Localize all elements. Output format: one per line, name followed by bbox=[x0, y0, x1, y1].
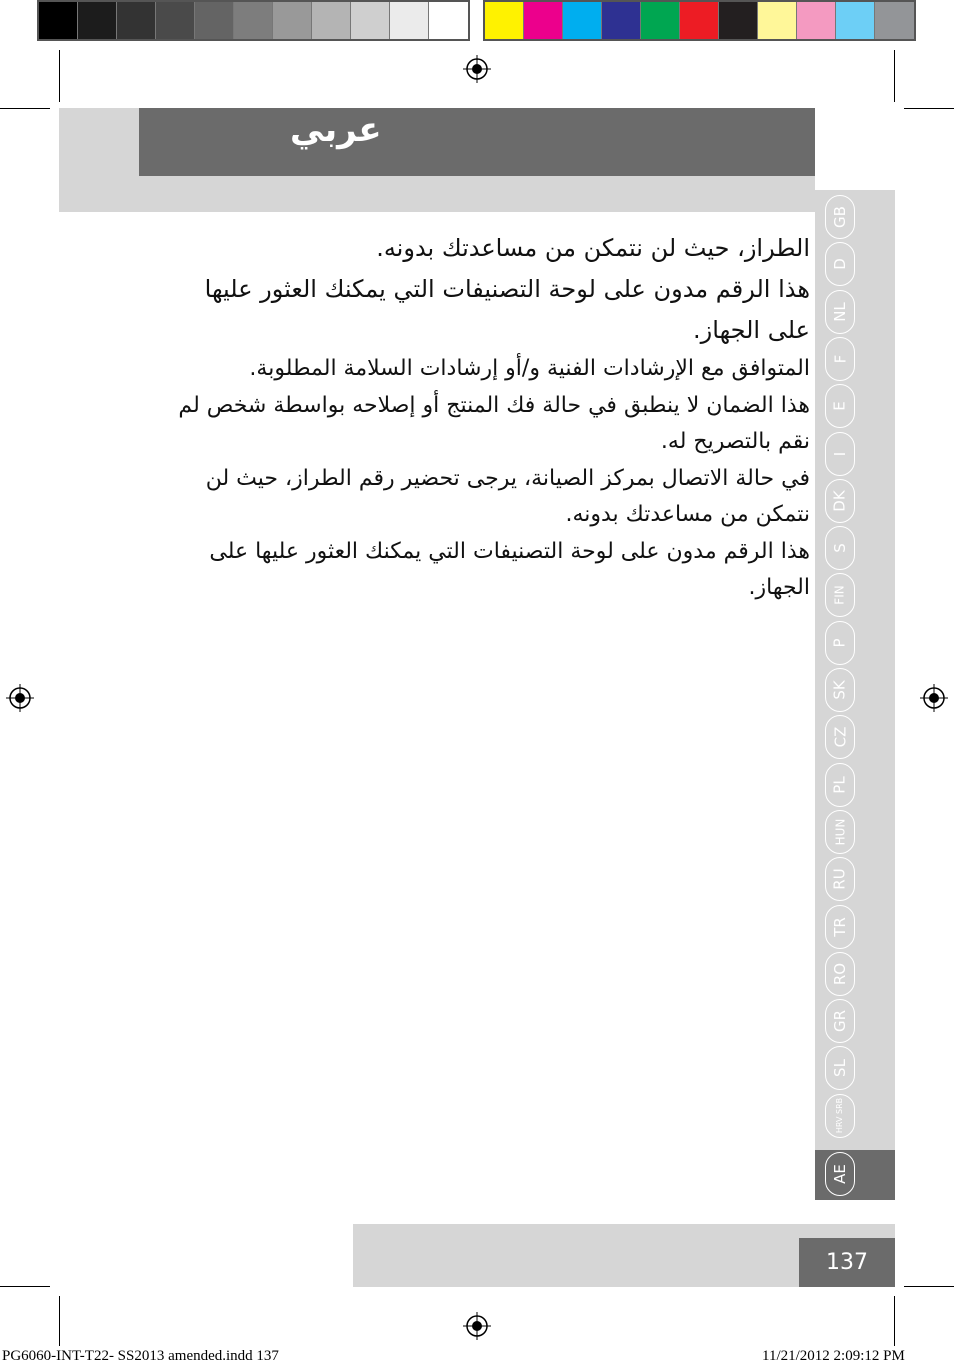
language-tab-f[interactable]: F bbox=[825, 337, 855, 381]
language-tab-d[interactable]: D bbox=[825, 242, 855, 286]
language-tab-active[interactable]: AE bbox=[825, 1152, 855, 1196]
paragraph: هذا الرقم مدون على لوحة التصنيفات التي يمكنك العثور عليها على الجهاز. bbox=[209, 538, 810, 600]
language-tab-e[interactable]: E bbox=[825, 384, 855, 428]
grayscale-swatch bbox=[156, 2, 195, 39]
grayscale-swatch bbox=[117, 2, 156, 39]
paragraph: هذا الضمان لا ينطبق في حالة فك المنتج أو إصلاحه بواسطة شخص لم نقم بالتصريح له. bbox=[178, 392, 810, 454]
grayscale-swatch bbox=[390, 2, 429, 39]
crop-mark bbox=[0, 1286, 50, 1287]
language-tab-ru[interactable]: RU bbox=[825, 857, 855, 901]
registration-mark-icon bbox=[6, 684, 34, 712]
process-swatch bbox=[797, 2, 836, 39]
language-tab-nl[interactable]: NL bbox=[825, 290, 855, 334]
page-number: 137 bbox=[799, 1238, 895, 1287]
language-tab-sk[interactable]: SK bbox=[825, 668, 855, 712]
grayscale-swatch bbox=[273, 2, 312, 39]
process-swatch bbox=[524, 2, 563, 39]
page-title: عربي bbox=[290, 110, 382, 150]
crop-mark bbox=[59, 50, 60, 102]
language-tab-hrv-srb[interactable]: HRV SRB bbox=[825, 1094, 855, 1138]
file-slug: PG6060-INT-T22- SS2013 amended.indd 137 bbox=[2, 1348, 279, 1364]
language-tab-dk[interactable]: DK bbox=[825, 479, 855, 523]
grayscale-swatch bbox=[78, 2, 117, 39]
crop-mark bbox=[904, 1286, 954, 1287]
crop-mark bbox=[894, 50, 895, 102]
process-swatch bbox=[641, 2, 680, 39]
process-color-bar bbox=[483, 0, 916, 41]
language-tab-fin[interactable]: FIN bbox=[825, 573, 855, 617]
crop-mark bbox=[894, 1296, 895, 1346]
process-swatch bbox=[563, 2, 602, 39]
grayscale-swatch bbox=[312, 2, 351, 39]
paragraph: المتوافق مع الإرشادات الفنية و/أو إرشادات السلامة المطلوبة. bbox=[249, 356, 810, 381]
language-tab-pl[interactable]: PL bbox=[825, 763, 855, 807]
grayscale-swatch bbox=[195, 2, 234, 39]
process-swatch bbox=[680, 2, 719, 39]
title-bar bbox=[139, 108, 815, 176]
crop-mark bbox=[904, 108, 954, 109]
language-tab-sl[interactable]: SL bbox=[825, 1046, 855, 1090]
grayscale-swatch bbox=[234, 2, 273, 39]
date-slug: 11/21/2012 2:09:12 PM bbox=[762, 1348, 905, 1364]
process-swatch bbox=[719, 2, 758, 39]
paragraph: في حالة الاتصال بمركز الصيانة، يرجى تحضير رقم الطراز، حيث لن نتمكن من مساعدتك بدونه. bbox=[205, 465, 810, 527]
language-tab-gb[interactable]: GB bbox=[825, 195, 855, 239]
paragraph: الطراز، حيث لن نتمكن من مساعدتك بدونه. bbox=[376, 234, 810, 262]
body-content bbox=[160, 228, 810, 607]
language-tab-cz[interactable]: CZ bbox=[825, 715, 855, 759]
grayscale-swatch bbox=[39, 2, 78, 39]
crop-mark bbox=[0, 108, 50, 109]
language-tab-hun[interactable]: HUN bbox=[825, 810, 855, 854]
process-swatch bbox=[602, 2, 641, 39]
process-swatch bbox=[485, 2, 524, 39]
crop-mark bbox=[59, 1296, 60, 1346]
registration-mark-icon bbox=[463, 1312, 491, 1340]
language-tab-i[interactable]: I bbox=[825, 432, 855, 476]
grayscale-swatch bbox=[351, 2, 390, 39]
grayscale-swatch bbox=[429, 2, 468, 39]
language-tab-p[interactable]: P bbox=[825, 621, 855, 665]
language-tab-s[interactable]: S bbox=[825, 526, 855, 570]
process-swatch bbox=[836, 2, 875, 39]
language-tab-ro[interactable]: RO bbox=[825, 952, 855, 996]
grayscale-color-bar bbox=[37, 0, 470, 41]
process-swatch bbox=[758, 2, 797, 39]
language-tab-tr[interactable]: TR bbox=[825, 905, 855, 949]
paragraph: هذا الرقم مدون على لوحة التصنيفات التي يمكنك العثور عليها على الجهاز. bbox=[204, 275, 810, 344]
registration-mark-icon bbox=[920, 684, 948, 712]
language-tab-gr[interactable]: GR bbox=[825, 999, 855, 1043]
process-swatch bbox=[875, 2, 914, 39]
registration-mark-icon bbox=[463, 55, 491, 83]
